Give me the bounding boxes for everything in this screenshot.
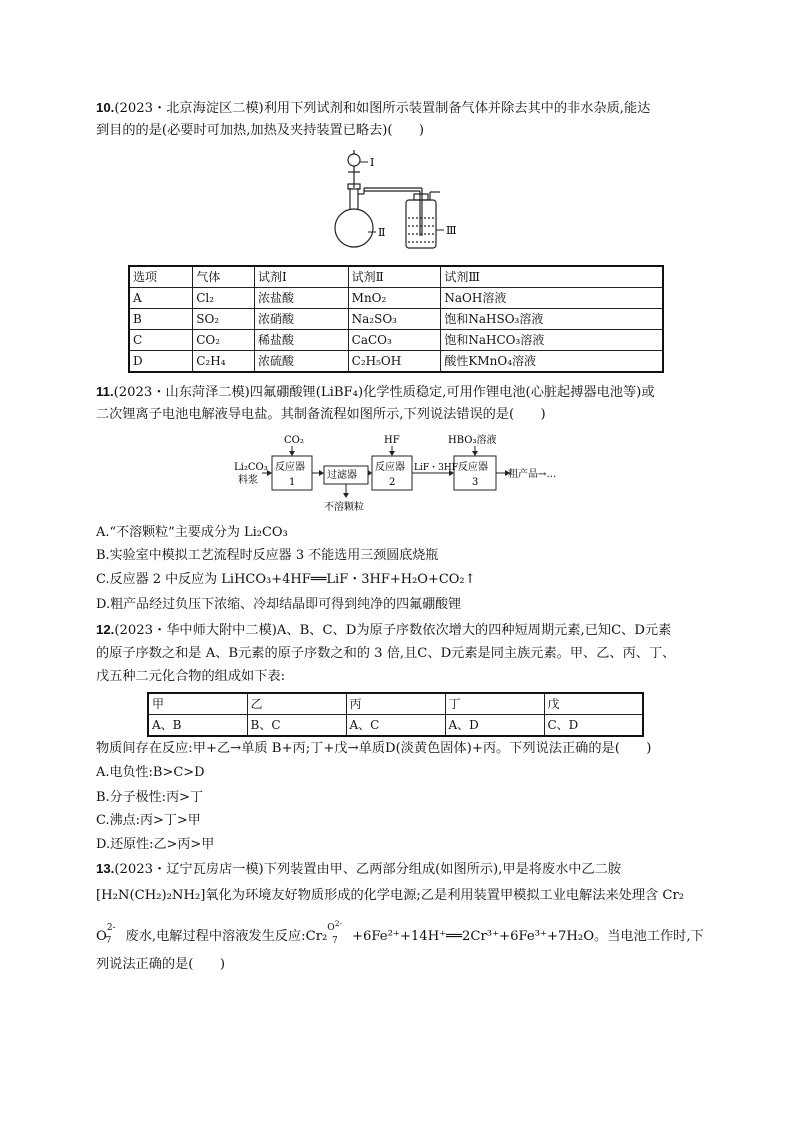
- table-cell: C₂H₅OH: [348, 351, 441, 373]
- flow-input-2: HF: [384, 435, 400, 446]
- q12-option-d: D.还原性:乙>丙>甲: [96, 837, 215, 852]
- header-cell: 气体: [193, 266, 255, 288]
- reactor-1-label: 反应器: [275, 462, 305, 473]
- round-bottom-flask: [335, 184, 373, 247]
- table-row: [129, 351, 663, 373]
- q12-number: 12.: [96, 622, 115, 637]
- table-cell: C、D: [544, 715, 643, 737]
- header-cell: 乙: [247, 693, 346, 715]
- table-cell: A、D: [445, 715, 544, 737]
- table-cell: 饱和NaHCO₃溶液: [441, 330, 663, 351]
- q13-stem-2: [H₂N(CH₂)₂NH₂]氧化为环境友好物质形成的化学电源;乙是利用装置甲模拟工业电解法来处理含 Cr₂: [96, 888, 685, 903]
- q11-option-d: D.粗产品经过负压下浓缩、冷却结晶即可得到纯净的四氟硼酸锂: [96, 597, 462, 612]
- table-cell: A、B: [148, 715, 247, 737]
- q12-compound-table: [147, 692, 644, 737]
- separatory-funnel: [348, 150, 360, 188]
- flow-end-label: 粗产品→…: [508, 469, 557, 480]
- q11-option-a: A.“不溶颗粒”主要成分为 Li₂CO₃: [96, 525, 288, 540]
- q10-line-1: [96, 99, 650, 118]
- q11-line-1: [96, 383, 655, 402]
- header-cell: 试剂Ⅰ: [255, 266, 349, 288]
- table-cell: SO₂: [193, 309, 255, 330]
- q12-option-a: A.电负性:B>C>D: [96, 765, 205, 780]
- q12-option-c: C.沸点:丙>丁>甲: [96, 813, 201, 828]
- table-cell: C: [129, 330, 193, 351]
- q13-line-3: $O^{2-}_7$ 废水,电解过程中溶液发生反应:Cr₂$^{O^{2-}}_7$ +6Fe²⁺+14H⁺══2Cr³⁺+6Fe³⁺+7H₂O。当电池工作时,下: [96, 919, 704, 946]
- filter-label: 过滤器: [327, 470, 357, 481]
- table-cell: CO₂: [193, 330, 255, 351]
- q12-line-1: [96, 621, 671, 640]
- q10-stem-1: (2023・北京海淀区二模)利用下列试剂和如图所示装置制备气体并除去其中的非水杂质,能达: [114, 101, 651, 116]
- q12-line-2: [96, 645, 675, 663]
- q12-line-4: [96, 740, 651, 758]
- table-cell: CaCO₃: [348, 330, 441, 351]
- table-cell: 浓硝酸: [255, 309, 349, 330]
- q10-reagent-table: [128, 265, 664, 373]
- flow-start-label: Li₂CO₃: [234, 462, 268, 473]
- q12-line-3: [96, 668, 285, 686]
- table-cell: NaOH溶液: [441, 288, 663, 309]
- table-cell: B、C: [247, 715, 346, 737]
- q11-stem-1: (2023・山东菏泽二模)四氟硼酸锂(LiBF₄)化学性质稳定,可用作锂电池(心脏起搏器电池等)或: [113, 385, 655, 400]
- q13-stem-1: (2023・辽宁瓦房店一模)下列装置由甲、乙两部分组成(如图所示),甲是将废水中乙二胺: [114, 862, 622, 877]
- table-row: [129, 288, 663, 309]
- table-cell: A: [129, 288, 193, 309]
- header-cell: 试剂Ⅲ: [441, 266, 663, 288]
- header-cell: 试剂Ⅱ: [348, 266, 441, 288]
- table-row: [129, 309, 663, 330]
- reactor-3-label: 反应器: [458, 462, 488, 473]
- q13-line-1: [96, 860, 621, 879]
- q11-option-c: C.反应器 2 中反应为 LiHCO₃+4HF══LiF・3HF+H₂O+CO₂↑: [96, 572, 476, 587]
- reactor-1-number: 1: [289, 477, 296, 488]
- q11-option-b: B.实验室中模拟工艺流程时反应器 3 不能选用三颈圆底烧瓶: [96, 548, 439, 563]
- header-cell: 选项: [129, 266, 193, 288]
- q10-line-2: [96, 122, 424, 140]
- table-cell: 饱和NaHSO₃溶液: [441, 309, 663, 330]
- q12-stem-3: 戊五种二元化合物的组成如下表:: [96, 669, 286, 684]
- q13-line-2: [96, 887, 684, 905]
- table-header-row: [148, 693, 643, 715]
- q11-number: 11.: [96, 384, 114, 399]
- q12-stem-4: 物质间存在反应:甲+乙→单质 B+丙;丁+戊→单质D(淡黄色固体)+丙。下列说法正确的是( ): [96, 741, 652, 756]
- q13-line-4: [96, 956, 225, 974]
- header-cell: 甲: [148, 693, 247, 715]
- table-cell: B: [129, 309, 193, 330]
- q12-stem-1: (2023・华中师大附中二模)A、B、C、D为原子序数依次增大的四种短周期元素,已知C、D元素: [114, 623, 672, 638]
- label-I: Ⅰ: [370, 156, 375, 169]
- q13-number: 13.: [96, 861, 115, 876]
- table-row: [129, 330, 663, 351]
- table-header-row: [129, 266, 663, 288]
- flow-start-sub-label: 料浆: [238, 475, 258, 486]
- waste-label: 不溶颗粒: [324, 502, 364, 513]
- reactor-2-number: 2: [389, 477, 396, 488]
- q13-stem-3b: +6Fe²⁺+14H⁺══2Cr³⁺+6Fe³⁺+7H₂O。当电池工作时,下: [351, 929, 704, 944]
- q12-stem-2: 的原子序数之和是 A、B元素的原子序数之和的 3 倍,且C、D元素是同主族元素。甲、乙、丙、丁、: [96, 646, 676, 661]
- q10-number: 10.: [96, 100, 115, 115]
- gas-apparatus-diagram: [330, 148, 470, 258]
- q11-stem-2: 二次锂离子电池电解液导电盐。其制备流程如图所示,下列说法错误的是( ): [96, 407, 546, 422]
- intermediate-label: LiF・3HF: [414, 463, 458, 473]
- header-cell: 戊: [544, 693, 643, 715]
- q11-line-2: [96, 406, 546, 424]
- q13-stem-3a: 废水,电解过程中溶液发生反应:Cr₂: [125, 929, 328, 944]
- label-III: Ⅲ: [446, 224, 457, 237]
- q10-stem-2: 到目的的是(必要时可加热,加热及夹持装置已略去)( ): [96, 123, 425, 138]
- q13-dichromate-o: O: [96, 929, 107, 944]
- table-cell: 浓盐酸: [255, 288, 349, 309]
- process-flow-diagram: [232, 432, 572, 514]
- table-cell: Cl₂: [193, 288, 255, 309]
- flow-input-1: CO₂: [284, 435, 304, 446]
- q13-stem-4: 列说法正确的是( ): [96, 957, 225, 972]
- table-cell: Na₂SO₃: [348, 309, 441, 330]
- header-cell: 丙: [346, 693, 445, 715]
- table-cell: D: [129, 351, 193, 373]
- header-cell: 丁: [445, 693, 544, 715]
- table-cell: 稀盐酸: [255, 330, 349, 351]
- label-II: Ⅱ: [378, 226, 386, 239]
- q12-option-b: B.分子极性:丙>丁: [96, 790, 203, 805]
- table-cell: 浓硫酸: [255, 351, 349, 373]
- gas-wash-bottle: [406, 194, 436, 248]
- flow-input-3: HBO₃溶液: [448, 435, 497, 446]
- table-row: [148, 715, 643, 737]
- reactor-2-label: 反应器: [375, 462, 405, 473]
- table-cell: 酸性KMnO₄溶液: [441, 351, 663, 373]
- reactor-3-number: 3: [472, 477, 479, 488]
- table-cell: MnO₂: [348, 288, 441, 309]
- table-cell: C₂H₄: [193, 351, 255, 373]
- table-cell: A、C: [346, 715, 445, 737]
